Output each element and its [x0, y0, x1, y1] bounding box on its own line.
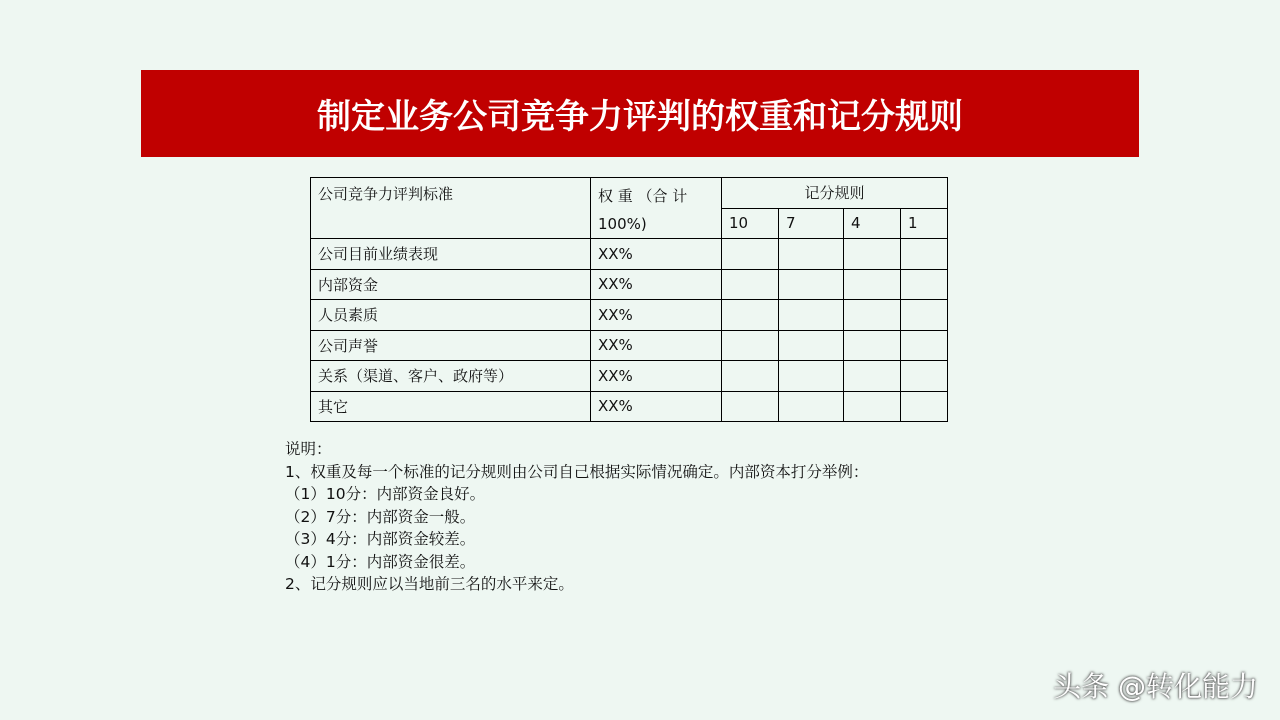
- criteria-cell: 内部资金: [311, 269, 591, 300]
- score-cell: [901, 391, 948, 422]
- score-header: 1: [901, 208, 948, 239]
- scoring-table: [310, 177, 948, 422]
- criteria-cell: 关系（渠道、客户、政府等）: [311, 361, 591, 392]
- note-line: 说明：: [285, 440, 332, 458]
- score-cell: [901, 239, 948, 270]
- score-header: 4: [844, 208, 901, 239]
- score-cell: [779, 391, 844, 422]
- score-cell: [722, 269, 779, 300]
- score-cell: [844, 330, 901, 361]
- note-line: 1、权重及每一个标准的记分规则由公司自己根据实际情况确定。内部资本打分举例：: [285, 462, 869, 481]
- table-row: [311, 269, 948, 300]
- watermark: 头条 @转化能力: [1053, 670, 1258, 703]
- criteria-cell: 人员素质: [311, 300, 591, 331]
- header-criteria: 公司竞争力评判标准: [311, 178, 591, 239]
- note-line: （4）1分：内部资金很差。: [285, 552, 476, 571]
- score-cell: [722, 330, 779, 361]
- score-cell: [901, 330, 948, 361]
- header-weight: [591, 178, 722, 239]
- note-line: （3）4分：内部资金较差。: [285, 530, 476, 548]
- score-cell: [779, 269, 844, 300]
- score-cell: [722, 391, 779, 422]
- score-cell: [844, 300, 901, 331]
- table-row: [311, 330, 948, 361]
- table-row: [311, 391, 948, 422]
- weight-cell: XX%: [591, 361, 722, 392]
- weight-cell: XX%: [591, 269, 722, 300]
- criteria-cell: 公司目前业绩表现: [311, 239, 591, 270]
- header-scoring: 记分规则: [722, 178, 948, 209]
- score-cell: [779, 361, 844, 392]
- score-cell: [844, 361, 901, 392]
- page-title: 制定业务公司竞争力评判的权重和记分规则: [317, 97, 963, 137]
- score-cell: [844, 239, 901, 270]
- criteria-cell: 公司声誉: [311, 330, 591, 361]
- score-cell: [779, 330, 844, 361]
- table-row: [311, 361, 948, 392]
- notes: [285, 438, 868, 596]
- score-cell: [722, 361, 779, 392]
- score-cell: [844, 391, 901, 422]
- weight-cell: XX%: [591, 330, 722, 361]
- weight-cell: XX%: [591, 391, 722, 422]
- score-cell: [901, 361, 948, 392]
- note-line: （2）7分：内部资金一般。: [285, 507, 476, 526]
- criteria-cell: 其它: [311, 391, 591, 422]
- score-cell: [901, 269, 948, 300]
- score-cell: [722, 300, 779, 331]
- score-cell: [722, 239, 779, 270]
- score-cell: [901, 300, 948, 331]
- weight-cell: XX%: [591, 300, 722, 331]
- header-weight-line1: 权 重 （合 计: [598, 187, 688, 205]
- score-cell: [844, 269, 901, 300]
- score-header: 10: [722, 208, 779, 239]
- note-line: （1）10分：内部资金良好。: [285, 485, 486, 503]
- title-banner: [141, 70, 1139, 157]
- table-row: [311, 239, 948, 270]
- note-line: 2、记分规则应以当地前三名的水平来定。: [285, 575, 574, 593]
- header-weight-line2: 100%): [598, 215, 647, 233]
- table-row: [311, 300, 948, 331]
- score-cell: [779, 239, 844, 270]
- score-header: 7: [779, 208, 844, 239]
- score-cell: [779, 300, 844, 331]
- weight-cell: XX%: [591, 239, 722, 270]
